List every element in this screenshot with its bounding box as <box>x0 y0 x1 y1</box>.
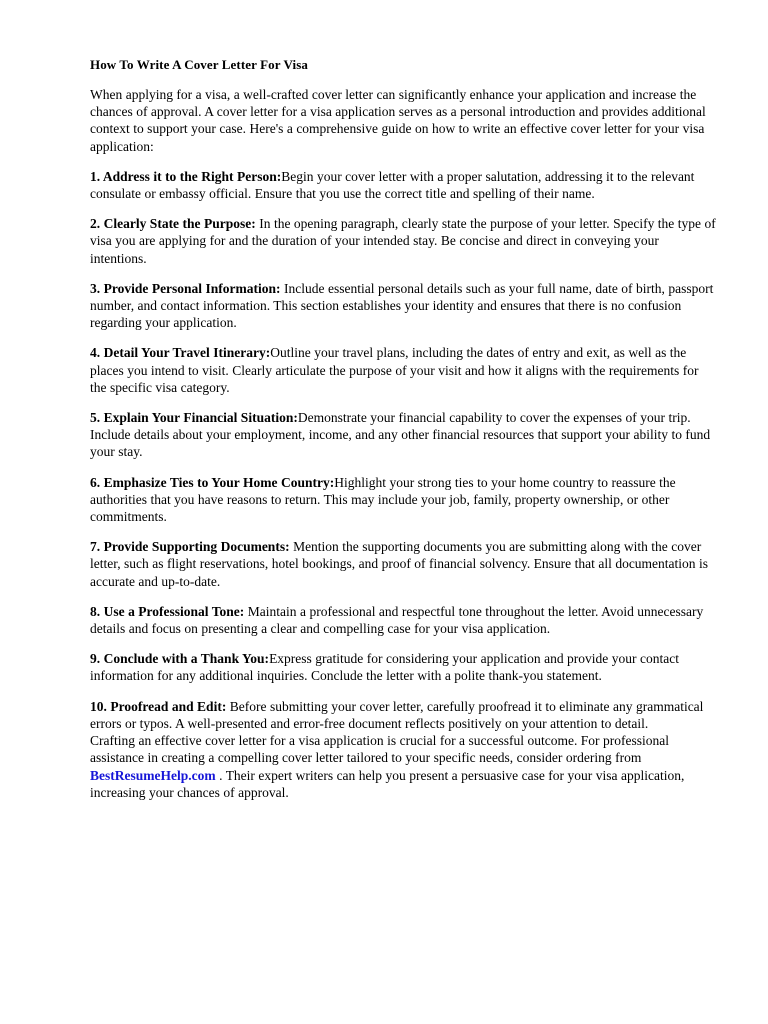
steps-list <box>90 168 718 732</box>
step-label: 9. Conclude with a Thank You: <box>90 651 270 667</box>
step-label: 5. Explain Your Financial Situation: <box>90 410 298 426</box>
step-label: 2. Clearly State the Purpose: <box>90 216 256 232</box>
step-paragraph <box>90 603 718 637</box>
step-body: Include essential personal details such as your full name, date of birth, passport number, and contact information. This section establishes your identity and ensures that there is no confusion regarding your application. <box>90 280 714 331</box>
step-paragraph <box>90 344 718 396</box>
step-paragraph <box>90 280 718 332</box>
step-paragraph <box>90 698 718 732</box>
closing-text-before-link: Crafting an effective cover letter for a visa application is crucial for a successful outcome. For professional assistance in creating a compelling cover letter tailored to your specific needs, consider ordering from <box>90 733 670 766</box>
step-label: 3. Provide Personal Information: <box>90 280 281 296</box>
step-paragraph <box>90 538 718 590</box>
step-body: Begin your cover letter with a proper salutation, addressing it to the relevant consulate or embassy official. Ensure that you use the correct title and spelling of their name. <box>90 168 695 202</box>
step-body: Before submitting your cover letter, carefully proofread it to eliminate any grammatical errors or typos. A well-presented and error-free document reflects positively on your attention to detail. <box>90 698 704 731</box>
step-label: 4. Detail Your Travel Itinerary: <box>90 345 271 361</box>
step-paragraph <box>90 215 718 267</box>
step-body: Outline your travel plans, including the dates of entry and exit, as well as the places you intend to visit. Clearly articulate the purpose of your visit and how it aligns with the requirements for the specific visa category. <box>90 345 699 395</box>
bestresumehelp-link[interactable]: BestResumeHelp.com <box>90 767 216 783</box>
closing-text-after-link: . Their expert writers can help you present a persuasive case for your visa application, increasing your chances of approval. <box>90 767 685 800</box>
page-title: How To Write A Cover Letter For Visa <box>90 57 308 72</box>
step-label: 6. Emphasize Ties to Your Home Country: <box>90 474 335 490</box>
step-body: Express gratitude for considering your application and provide your contact information for any additional inquiries. Conclude the letter with a polite thank-you statement. <box>90 651 679 684</box>
step-body: Maintain a professional and respectful tone throughout the letter. Avoid unnecessary details and focus on presenting a clear and compelling case for your visa application. <box>90 603 704 637</box>
closing-paragraph <box>90 732 718 801</box>
step-paragraph <box>90 409 718 461</box>
step-label: 7. Provide Supporting Documents: <box>90 539 290 555</box>
step-paragraph <box>90 474 718 526</box>
step-body: Highlight your strong ties to your home country to reassure the authorities that you have reasons to return. This may include your job, family, property ownership, or other commitments. <box>90 474 676 525</box>
step-label: 1. Address it to the Right Person: <box>90 168 282 184</box>
step-paragraph <box>90 168 718 202</box>
step-label: 10. Proofread and Edit: <box>90 698 227 714</box>
intro-paragraph: When applying for a visa, a well-crafted cover letter can significantly enhance your application and increase the chances of approval. A cover letter for a visa application serves as a personal introduction and provides additional context to support your case. Here's a comprehensive guide on how to write an effective cover letter for your visa application: <box>90 87 706 154</box>
step-paragraph <box>90 650 718 684</box>
step-body: In the opening paragraph, clearly state the purpose of your letter. Specify the type of visa you are applying for and the duration of your intended stay. Be concise and direct in conveying your intentions. <box>90 216 716 266</box>
step-body: Mention the supporting documents you are submitting along with the cover letter, such as flight reservations, hotel bookings, and proof of financial solvency. Ensure that all documentation is accurate and up-to-date. <box>90 539 709 589</box>
step-body: Demonstrate your financial capability to cover the expenses of your trip. Include details about your employment, income, and any other financial resources that support your ability to fund your stay. <box>90 410 711 460</box>
step-label: 8. Use a Professional Tone: <box>90 603 245 619</box>
